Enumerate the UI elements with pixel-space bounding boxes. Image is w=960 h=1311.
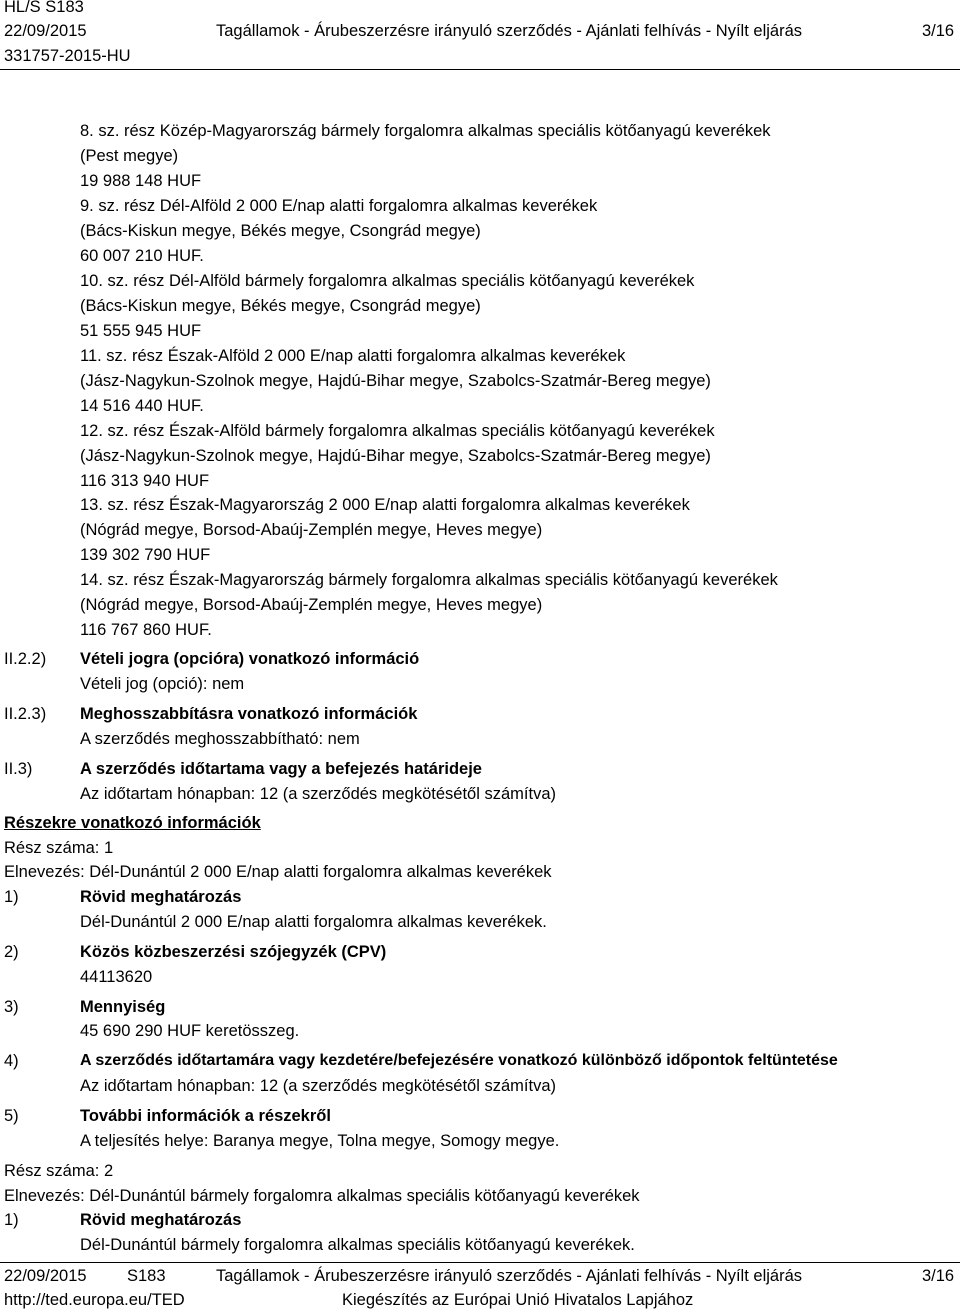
lot-title: 11. sz. rész Észak-Alföld 2 000 E/nap alatti forgalomra alkalmas keverékek xyxy=(80,347,626,365)
item-text: Dél-Dunántúl 2 000 E/nap alatti forgalomra alkalmas keverékek. xyxy=(80,913,547,931)
section-number: II.2.2) xyxy=(4,650,47,668)
item-heading: Mennyiség xyxy=(80,998,166,1016)
item-text: 44113620 xyxy=(80,968,153,986)
part-name: Elnevezés: Dél-Dunántúl 2 000 E/nap alatti forgalomra alkalmas keverékek xyxy=(4,863,552,881)
section-heading: A szerződés időtartama vagy a befejezés határideje xyxy=(80,760,482,778)
section-text: Az időtartam hónapban: 12 (a szerződés megkötésétől számítva) xyxy=(80,785,556,803)
item-heading: További információk a részekről xyxy=(80,1107,331,1125)
header-date: 22/09/2015 xyxy=(4,22,87,40)
footer-url-link[interactable]: http://ted.europa.eu/TED xyxy=(4,1291,185,1309)
item-text: Az időtartam hónapban: 12 (a szerződés megkötésétől számítva) xyxy=(80,1077,556,1095)
lot-region: (Bács-Kiskun megye, Békés megye, Csongrád megye) xyxy=(80,222,481,240)
lot-value: 19 988 148 HUF xyxy=(80,172,202,190)
part-number: Rész száma: 2 xyxy=(4,1162,114,1180)
section-number: II.2.3) xyxy=(4,705,47,723)
lot-region: (Bács-Kiskun megye, Békés megye, Csongrád megye) xyxy=(80,297,481,315)
section-heading: Vételi jogra (opcióra) vonatkozó információ xyxy=(80,650,420,668)
footer-page-number: 3/16 xyxy=(922,1267,955,1285)
item-heading: Rövid meghatározás xyxy=(80,1211,242,1229)
lot-value: 139 302 790 HUF xyxy=(80,546,211,564)
lot-value: 51 555 945 HUF xyxy=(80,322,202,340)
lot-region: (Nógrád megye, Borsod-Abaúj-Zemplén megye, Heves megye) xyxy=(80,596,543,614)
lot-value: 116 313 940 HUF xyxy=(80,472,210,490)
footer-publisher: Kiegészítés az Európai Unió Hivatalos Lapjához xyxy=(342,1291,694,1309)
header-doc-id: HL/S S183 xyxy=(4,0,84,16)
item-text: A teljesítés helye: Baranya megye, Tolna megye, Somogy megye. xyxy=(80,1132,560,1150)
footer-rule xyxy=(0,1262,960,1263)
lot-title: 13. sz. rész Észak-Magyarország 2 000 E/nap alatti forgalomra alkalmas keverékek xyxy=(80,496,690,514)
section-number: II.3) xyxy=(4,760,33,778)
lot-region: (Jász-Nagykun-Szolnok megye, Hajdú-Bihar megye, Szabolcs-Szatmár-Bereg megye) xyxy=(80,372,711,390)
item-number: 1) xyxy=(4,1211,19,1229)
item-number: 4) xyxy=(4,1052,19,1070)
part-name: Elnevezés: Dél-Dunántúl bármely forgalomra alkalmas speciális kötőanyagú keverékek xyxy=(4,1187,640,1205)
lot-title: 14. sz. rész Észak-Magyarország bármely forgalomra alkalmas speciális kötőanyagú keverékek xyxy=(80,571,778,589)
item-number: 5) xyxy=(4,1107,19,1125)
lot-title: 9. sz. rész Dél-Alföld 2 000 E/nap alatti forgalomra alkalmas keverékek xyxy=(80,197,598,215)
item-text: 45 690 290 HUF keretösszeg. xyxy=(80,1022,300,1040)
lot-value: 14 516 440 HUF. xyxy=(80,397,204,415)
header-page-number: 3/16 xyxy=(922,22,955,40)
item-number: 1) xyxy=(4,888,19,906)
lot-value: 116 767 860 HUF. xyxy=(80,621,212,639)
footer-series: S183 xyxy=(127,1267,166,1285)
item-text: Dél-Dunántúl bármely forgalomra alkalmas speciális kötőanyagú keverékek. xyxy=(80,1236,635,1254)
item-heading: Közös közbeszerzési szójegyzék (CPV) xyxy=(80,943,387,961)
lot-title: 8. sz. rész Közép-Magyarország bármely forgalomra alkalmas speciális kötőanyagú keverékek xyxy=(80,122,771,140)
lot-value: 60 007 210 HUF. xyxy=(80,247,204,265)
lot-region: (Pest megye) xyxy=(80,147,179,165)
header-rule xyxy=(0,69,960,70)
lot-region: (Jász-Nagykun-Szolnok megye, Hajdú-Bihar megye, Szabolcs-Szatmár-Bereg megye) xyxy=(80,447,711,465)
item-number: 2) xyxy=(4,943,19,961)
header-notice-number: 331757-2015-HU xyxy=(4,47,131,65)
section-text: A szerződés meghosszabbítható: nem xyxy=(80,730,360,748)
footer-title: Tagállamok - Árubeszerzésre irányuló szerződés - Ajánlati felhívás - Nyílt eljárás xyxy=(216,1267,802,1285)
lot-region: (Nógrád megye, Borsod-Abaúj-Zemplén megye, Heves megye) xyxy=(80,521,543,539)
parts-heading: Részekre vonatkozó információk xyxy=(4,814,261,832)
lot-title: 12. sz. rész Észak-Alföld bármely forgalomra alkalmas speciális kötőanyagú keverékek xyxy=(80,422,715,440)
item-number: 3) xyxy=(4,998,19,1016)
header-title: Tagállamok - Árubeszerzésre irányuló szerződés - Ajánlati felhívás - Nyílt eljárás xyxy=(216,22,802,40)
footer-date: 22/09/2015 xyxy=(4,1267,87,1285)
part-number: Rész száma: 1 xyxy=(4,839,114,857)
section-text: Vételi jog (opció): nem xyxy=(80,675,245,693)
section-heading: Meghosszabbításra vonatkozó információk xyxy=(80,705,418,723)
item-heading: Rövid meghatározás xyxy=(80,888,242,906)
item-heading: A szerződés időtartamára vagy kezdetére/befejezésére vonatkozó különböző időpontok feltüntetése xyxy=(80,1052,838,1069)
lot-title: 10. sz. rész Dél-Alföld bármely forgalomra alkalmas speciális kötőanyagú keverékek xyxy=(80,272,695,290)
